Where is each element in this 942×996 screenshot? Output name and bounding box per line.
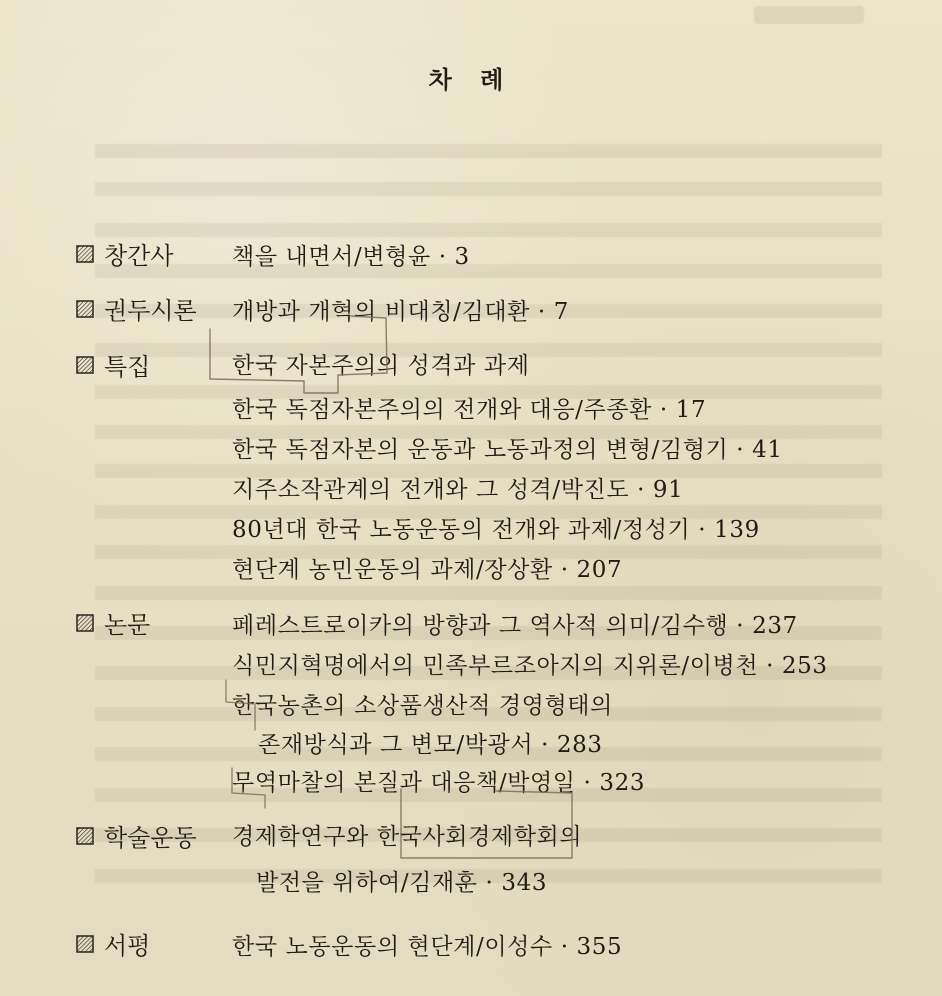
section-header bbox=[76, 347, 150, 382]
toc-entry: 존재방식과 그 변모/박광서 · 283 bbox=[258, 732, 603, 758]
toc-entry: 한국 독점자본주의의 전개와 대응/주종환 · 17 bbox=[232, 397, 707, 423]
bleed-through-line bbox=[95, 586, 882, 600]
toc-entry: 개방과 개혁의 비대칭/김대환 · 7 bbox=[232, 299, 569, 325]
toc-entry: 한국 독점자본의 운동과 노동과정의 변형/김형기 · 41 bbox=[232, 437, 783, 463]
hatched-square-icon bbox=[76, 614, 94, 632]
bleed-through-line bbox=[95, 144, 882, 158]
bleed-through-line bbox=[95, 223, 882, 237]
bleed-through-line bbox=[95, 182, 882, 196]
toc-entry: 한국 자본주의의 성격과 과제 bbox=[232, 353, 530, 379]
hatched-square-icon bbox=[76, 356, 94, 374]
bleed-through-line bbox=[95, 264, 882, 278]
hatched-square-icon bbox=[76, 935, 94, 953]
toc-entry: 지주소작관계의 전개와 그 성격/박진도 · 91 bbox=[232, 477, 684, 503]
toc-entry: 현단계 농민운동의 과제/장상환 · 207 bbox=[232, 557, 623, 583]
toc-entry: 페레스트로이카의 방향과 그 역사적 의미/김수행 · 237 bbox=[232, 613, 798, 639]
section-label: 권두시론 bbox=[104, 297, 197, 325]
section-header bbox=[76, 926, 150, 961]
section-header bbox=[76, 236, 174, 271]
toc-entry: 발전을 위하여/김재훈 · 343 bbox=[256, 870, 548, 896]
section-label: 서평 bbox=[104, 932, 151, 960]
hatched-square-icon bbox=[76, 300, 94, 318]
hatched-square-icon bbox=[76, 245, 94, 263]
bleed-through-corner-mark bbox=[754, 6, 864, 24]
toc-entry: 무역마찰의 본질과 대응책/박영일 · 323 bbox=[232, 770, 646, 796]
section-header bbox=[76, 818, 197, 853]
section-label: 창간사 bbox=[104, 242, 174, 270]
toc-entry: 식민지혁명에서의 민족부르조아지의 지위론/이병천 · 253 bbox=[232, 653, 828, 679]
section-label: 학술운동 bbox=[104, 824, 197, 852]
section-label: 특집 bbox=[104, 353, 151, 381]
section-label: 논문 bbox=[104, 611, 151, 639]
toc-entry: 한국농촌의 소상품생산적 경영형태의 bbox=[232, 693, 613, 719]
section-header bbox=[76, 291, 197, 326]
page-title: 차 례 bbox=[428, 65, 514, 94]
toc-entry: 경제학연구와 한국사회경제학회의 bbox=[232, 824, 583, 850]
toc-entry: 한국 노동운동의 현단계/이성수 · 355 bbox=[232, 934, 623, 960]
toc-entry: 책을 내면서/변형윤 · 3 bbox=[232, 244, 470, 270]
section-header bbox=[76, 605, 150, 640]
hatched-square-icon bbox=[76, 827, 94, 845]
toc-entry: 80년대 한국 노동운동의 전개와 과제/정성기 · 139 bbox=[232, 517, 760, 543]
